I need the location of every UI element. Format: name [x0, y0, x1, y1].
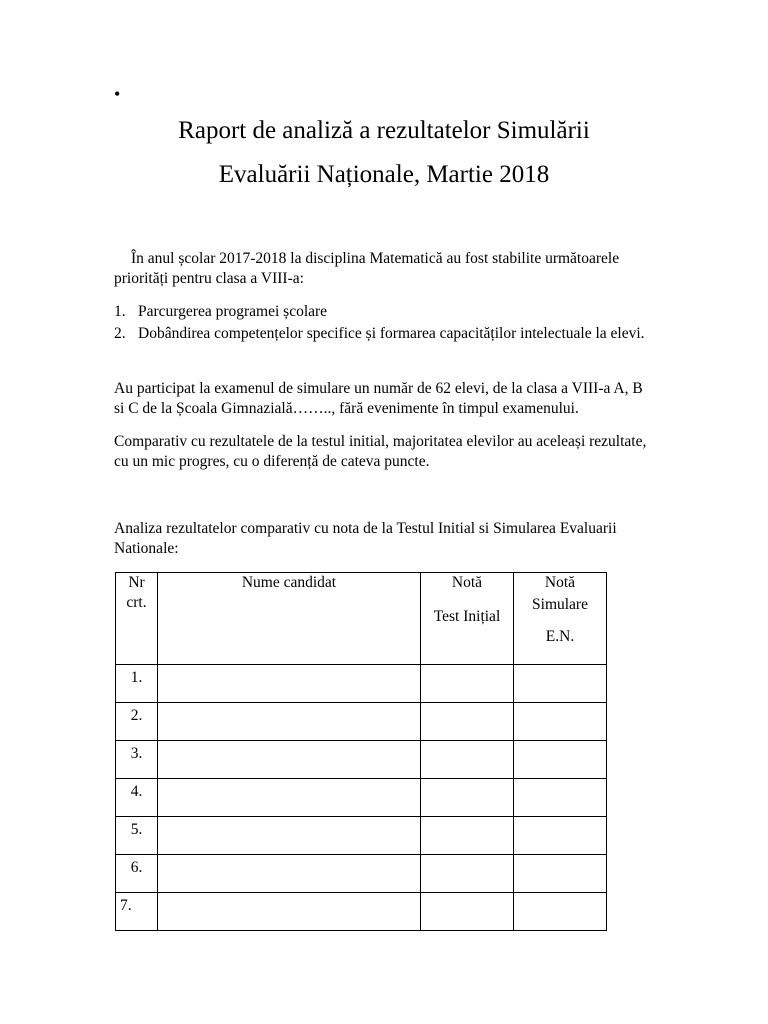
- table-row: [116, 817, 607, 855]
- participation-paragraph: Au participat la examenul de simulare un număr de 62 elevi, de la clasa a VIII-a A, B si C de la Școala Gimnazială…….., fără evenimente în timpul examenului.: [114, 380, 643, 417]
- simulation-grade-cell: [514, 855, 607, 893]
- list-item-number: 2.: [114, 325, 126, 342]
- row-number: 7.: [116, 893, 158, 931]
- list-item: [114, 324, 654, 344]
- row-number: 2.: [116, 703, 158, 741]
- header-nr-crt: [116, 573, 158, 665]
- simulation-grade-cell: [514, 665, 607, 703]
- table-intro-paragraph: Analiza rezultatelor comparativ cu nota de la Testul Initial si Simularea Evaluarii Nationale:: [114, 520, 617, 557]
- test-grade-cell: [421, 855, 514, 893]
- candidate-name-cell: [158, 893, 421, 931]
- header-sim-line2: Simulare: [532, 596, 588, 613]
- header-nota-simulare: [514, 573, 607, 665]
- table-row: [116, 855, 607, 893]
- candidate-name-cell: [158, 817, 421, 855]
- row-number: 5.: [116, 817, 158, 855]
- candidate-name-cell: [158, 703, 421, 741]
- row-number: 1.: [116, 665, 158, 703]
- test-grade-cell: [421, 779, 514, 817]
- list-item: [114, 302, 654, 322]
- intro-paragraph: În anul școlar 2017-2018 la disciplina Matematică au fost stabilite următoarele priorități pentru clasa a VIII-a:: [114, 250, 620, 287]
- header-nume-candidat: Nume candidat: [158, 573, 421, 665]
- test-grade-cell: [421, 893, 514, 931]
- bullet-point: •: [114, 84, 121, 104]
- list-item-text: Parcurgerea programei școlare: [138, 303, 328, 320]
- test-grade-cell: [421, 665, 514, 703]
- table-row: [116, 741, 607, 779]
- row-number: 3.: [116, 741, 158, 779]
- header-sim-line1: Notă: [544, 574, 576, 591]
- candidate-name-cell: [158, 855, 421, 893]
- simulation-grade-cell: [514, 703, 607, 741]
- results-table: [115, 572, 607, 931]
- candidate-name-cell: [158, 741, 421, 779]
- table-row: [116, 893, 607, 931]
- priorities-list: [114, 302, 654, 346]
- header-sim-line3: E.N.: [545, 628, 575, 645]
- candidate-name-cell: [158, 665, 421, 703]
- row-number: 6.: [116, 855, 158, 893]
- test-grade-cell: [421, 703, 514, 741]
- list-item-text: Dobândirea competențelor specifice și formarea capacităților intelectuale la elevi.: [138, 325, 645, 342]
- candidate-name-cell: [158, 779, 421, 817]
- simulation-grade-cell: [514, 817, 607, 855]
- table-row: [116, 779, 607, 817]
- table-row: [116, 703, 607, 741]
- table-header-row: [116, 573, 607, 665]
- header-nota-test-initial: [421, 573, 514, 665]
- test-grade-cell: [421, 741, 514, 779]
- simulation-grade-cell: [514, 779, 607, 817]
- simulation-grade-cell: [514, 893, 607, 931]
- list-item-number: 1.: [114, 303, 126, 320]
- report-title-line1: Raport de analiză a rezultatelor Simulării: [178, 117, 590, 144]
- test-grade-cell: [421, 817, 514, 855]
- header-test-line2: Test Inițial: [433, 608, 501, 625]
- header-nr-line1: Nr: [128, 574, 145, 591]
- table-row: [116, 665, 607, 703]
- header-test-line1: Notă: [451, 574, 483, 591]
- simulation-grade-cell: [514, 741, 607, 779]
- row-number: 4.: [116, 779, 158, 817]
- report-title-line2: Evaluării Naționale, Martie 2018: [218, 161, 550, 188]
- header-nr-line2: crt.: [126, 594, 147, 611]
- comparison-paragraph: Comparativ cu rezultatele de la testul initial, majoritatea elevilor au aceleași rezultate, cu un mic progres, cu o diferență de cateva puncte.: [114, 433, 647, 470]
